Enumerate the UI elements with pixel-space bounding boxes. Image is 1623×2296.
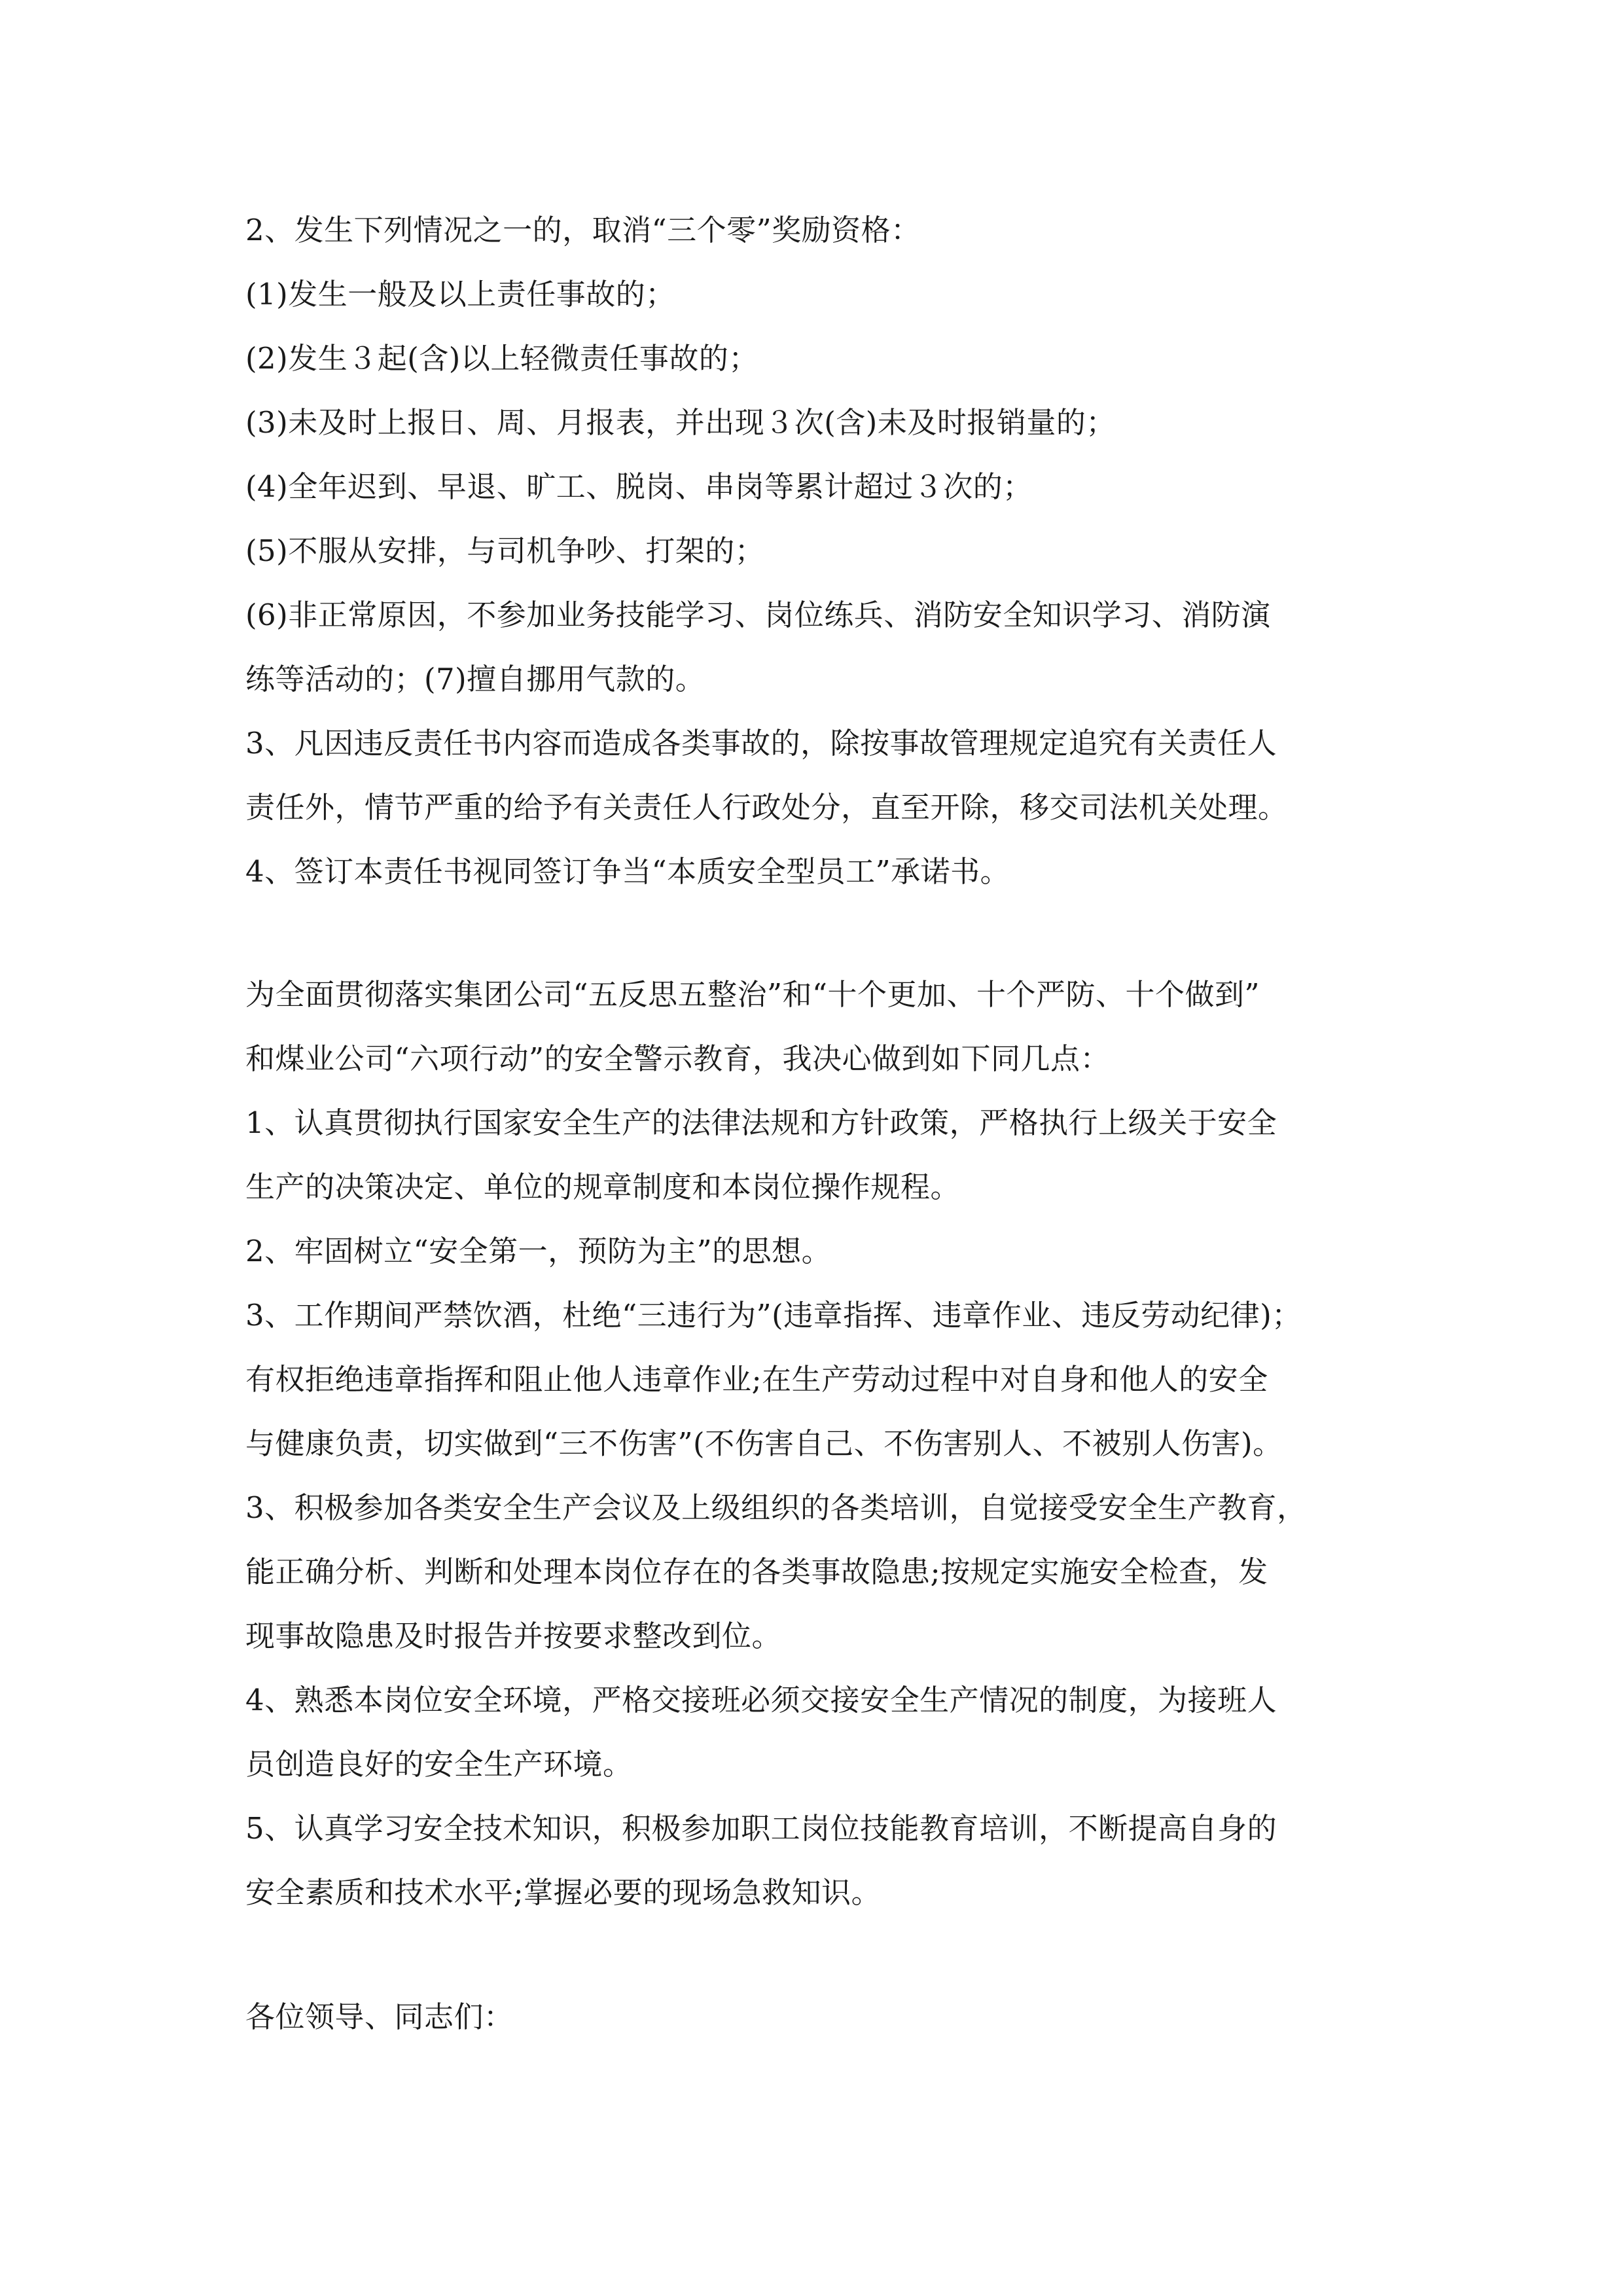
text-line: 能正确分析、判断和处理本岗位存在的各类事故隐患;按规定实施安全检查，发 [245,1554,1268,1589]
text-line: 和煤业公司“六项行动”的安全警示教育，我决心做到如下同几点： [245,1041,1111,1076]
text-line: 3、工作期间严禁饮酒，杜绝“三违行为”(违章指挥、违章作业、违反劳动纪律)； [245,1298,1302,1333]
text-line: (6)非正常原因，不参加业务技能学习、岗位练兵、消防安全知识学习、消防演 [245,598,1271,632]
text-line: 生产的决策决定、单位的规章制度和本岗位操作规程。 [245,1170,961,1204]
text-line: (5)不服从安排，与司机争吵、打架的； [245,533,765,568]
text-line: (4)全年迟到、早退、旷工、脱岗、串岗等累计超过３次的； [245,469,1033,504]
text-line: (3)未及时上报日、周、月报表，并出现３次(含)未及时报销量的； [245,405,1116,440]
text-line: 2、发生下列情况之一的，取消“三个零”奖励资格： [245,213,921,247]
text-line: 5、认真学习安全技术知识，积极参加职工岗位技能教育培训，不断提高自身的 [245,1811,1277,1846]
text-line: 现事故隐患及时报告并按要求整改到位。 [245,1619,782,1653]
text-line: 练等活动的；(7)擅自挪用气款的。 [245,662,705,696]
text-line: 安全素质和技术水平;掌握必要的现场急救知识。 [245,1875,882,1910]
text-line: 责任外，情节严重的给予有关责任人行政处分，直至开除，移交司法机关处理。 [245,790,1288,825]
text-line: 3、积极参加各类安全生产会议及上级组织的各类培训，自觉接受安全生产教育， [245,1490,1307,1525]
text-line: 有权拒绝违章指挥和阻止他人违章作业;在生产劳动过程中对自身和他人的安全 [245,1362,1268,1397]
text-line: 4、熟悉本岗位安全环境，严格交接班必须交接安全生产情况的制度，为接班人 [245,1683,1277,1717]
text-line: (2)发生３起(含)以上轻微责任事故的； [245,341,758,376]
text-line: 为全面贯彻落实集团公司“五反思五整治”和“十个更加、十个严防、十个做到” [245,977,1260,1012]
text-line: 员创造良好的安全生产环境。 [245,1747,633,1782]
text-line: 3、凡因违反责任书内容而造成各类事故的，除按事故管理规定追究有关责任人 [245,726,1277,761]
text-line: 4、签订本责任书视同签订争当“本质安全型员工”承诺书。 [245,854,1010,889]
text-line: 与健康负责，切实做到“三不伤害”(不伤害自己、不伤害别人、不被别人伤害)。 [245,1426,1283,1461]
text-line: 2、牢固树立“安全第一，预防为主”的思想。 [245,1234,832,1268]
text-line: (1)发生一般及以上责任事故的； [245,277,675,312]
text-line: 1、认真贯彻执行国家安全生产的法律法规和方针政策，严格执行上级关于安全 [245,1105,1277,1140]
text-line: 各位领导、同志们： [245,2000,514,2034]
